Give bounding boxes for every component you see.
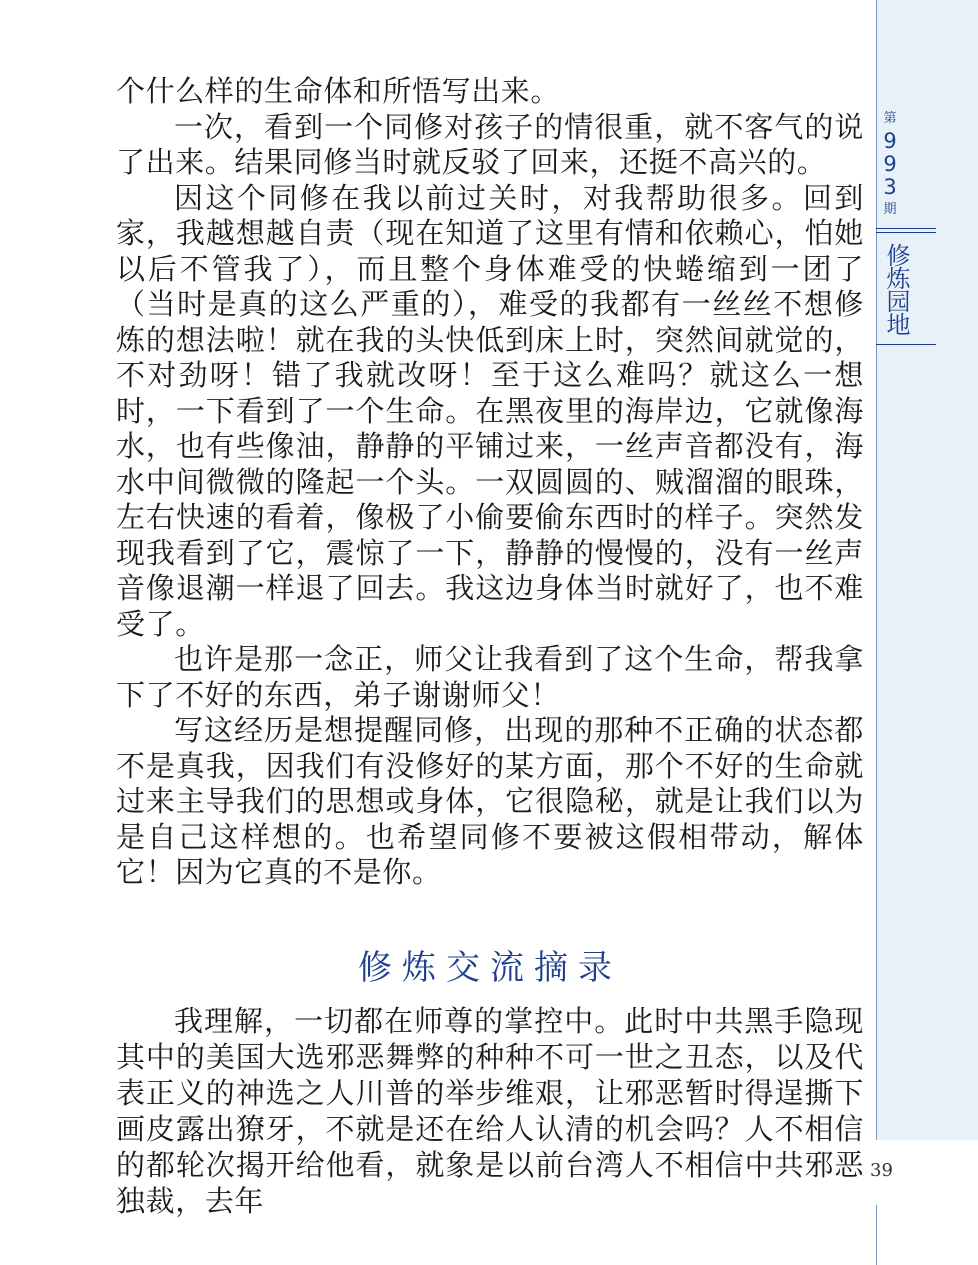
sidebar-rule-top-double [876, 232, 936, 233]
sidebar-divider-bottom [876, 1205, 877, 1265]
section-body [116, 1003, 864, 1219]
issue-suffix: 期 [883, 202, 897, 217]
article-paragraph: 也许是那一念正，师父让我看到了这个生命，帮我拿下了不好的东西，弟子谢谢师父！ [116, 642, 864, 712]
sidebar-rule-bottom-line [876, 344, 936, 345]
issue-digit: 9 [883, 129, 897, 153]
article-body [116, 74, 864, 891]
sidebar-divider [876, 0, 877, 1140]
page-number: 39 [870, 1160, 893, 1181]
article-paragraph: 因这个同修在我以前过关时，对我帮助很多。回到家，我越想越自责（现在知道了这里有情和依赖心，怕她以后不管我了），而且整个身体难受的快蜷缩到一团了（当时是真的这么严重的），难受的我都有一丝丝不想修炼的想法啦！就在我的头快低到床上时，突然间就觉的，不对劲呀！错了我就改呀！至于这么难吗？就这么一想时，一下看到了一个生命。在黑夜里的海岸边，它就像海水，也有些像油，静静的平铺过来，一丝声音都没有，海水中间微微的隆起一个头。一双圆圆的、贼溜溜的眼珠，左右快速的看着，像极了小偷要偷东西时的样子。突然发现我看到了它，震惊了一下，静静的慢慢的，没有一丝声音像退潮一样退了回去。我这边身体当时就好了，也不难受了。 [116, 180, 864, 641]
issue-digit: 3 [883, 175, 897, 199]
issue-number [879, 108, 901, 221]
article-paragraph: 写这经历是想提醒同修，出现的那种不正确的状态都不是真我，因我们有没修好的某方面，那个不好的生命就过来主导我们的思想或身体，它很隐秘，就是让我们以为是自己这样想的。也希望同修不要被这假相带动，解体它！因为它真的不是你。 [116, 713, 864, 889]
issue-prefix: 第 [883, 111, 897, 126]
article-paragraph: 一次，看到一个同修对孩子的情很重，就不客气的说了出来。结果同修当时就反驳了回来，还挺不高兴的。 [116, 109, 864, 179]
column-name: 修炼园地 [882, 243, 910, 335]
article-paragraph: 个什么样的生命体和所悟写出来。 [116, 74, 561, 108]
sidebar-rule-top [876, 228, 936, 229]
issue-digit: 9 [883, 152, 897, 176]
section-title: 修炼交流摘录 [358, 948, 622, 988]
section-paragraph: 我理解，一切都在师尊的掌控中。此时中共黑手隐现其中的美国大选邪恶舞弊的种种不可一世之丑态，以及代表正义的神选之人川普的举步维艰，让邪恶暂时得逞撕下画皮露出獠牙，不就是还在给人认清的机会吗？人不相信的都轮次揭开给他看，就象是以前台湾人不相信中共邪恶独裁，去年 [116, 1004, 864, 1218]
